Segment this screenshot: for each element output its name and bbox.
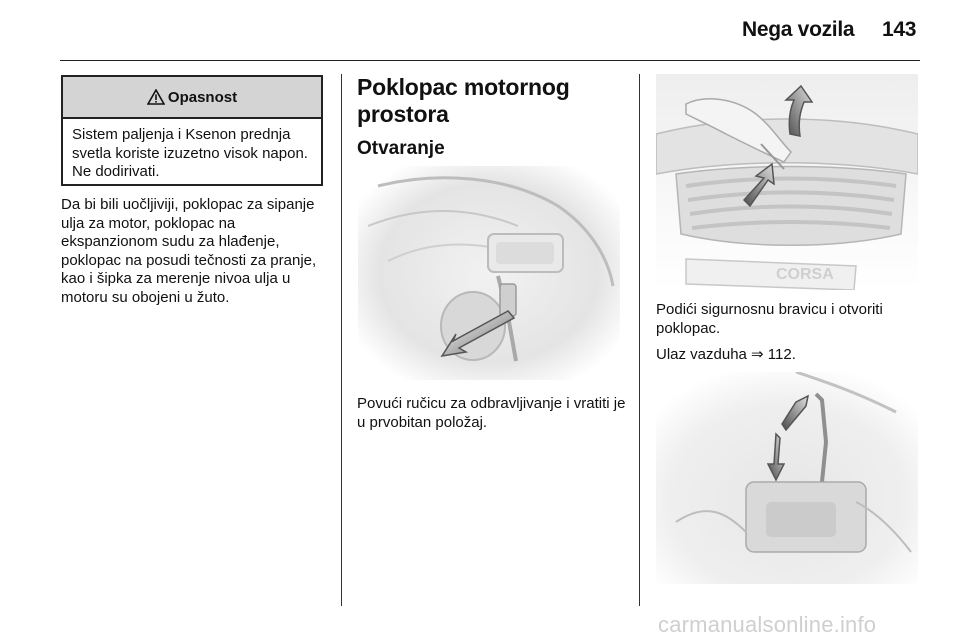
release-lever-illustration <box>358 166 620 380</box>
warning-text: Sistem paljenja i Ksenon prednja svetla koriste izuzetno visok napon. Ne dodirivati. <box>72 126 308 180</box>
color-coding-paragraph: Da bi bili uočljiviji, poklopac za sipanje ulja za motor, poklopac na ekspanzionom sudu za hlađenje, poklopac na posudi tečnosti za pranje, kao i šipka za merenje nivoa ulja u motoru su obojeni u žuto. <box>61 196 317 306</box>
header-divider <box>60 60 920 61</box>
subsection-heading: Otvaranje <box>357 138 445 159</box>
air-intake-reference[interactable]: Ulaz vazduha ⇒ 112. <box>656 346 796 363</box>
open-hood-caption: Podići sigurnosnu bravicu i otvoriti poklopac. <box>656 301 883 337</box>
hood-prop-rod-illustration <box>656 372 918 584</box>
warning-title: Opasnost <box>167 88 238 106</box>
section-title: Nega vozila <box>742 18 855 41</box>
hood-safety-catch-illustration <box>656 74 918 290</box>
column-divider-left <box>341 74 342 606</box>
danger-warning-box <box>61 75 323 186</box>
page-number: 143 <box>882 18 917 41</box>
column-divider-right <box>639 74 640 606</box>
release-lever-caption: Povući ručicu za odbravljivanje i vratiti je u prvobitan položaj. <box>357 395 626 431</box>
watermark: carmanualsonline.info <box>658 612 877 637</box>
grille-badge-text: CORSA <box>776 266 834 283</box>
section-heading: Poklopac motornog prostora <box>357 74 570 127</box>
warning-header <box>63 77 321 119</box>
warning-triangle-icon <box>147 89 165 105</box>
